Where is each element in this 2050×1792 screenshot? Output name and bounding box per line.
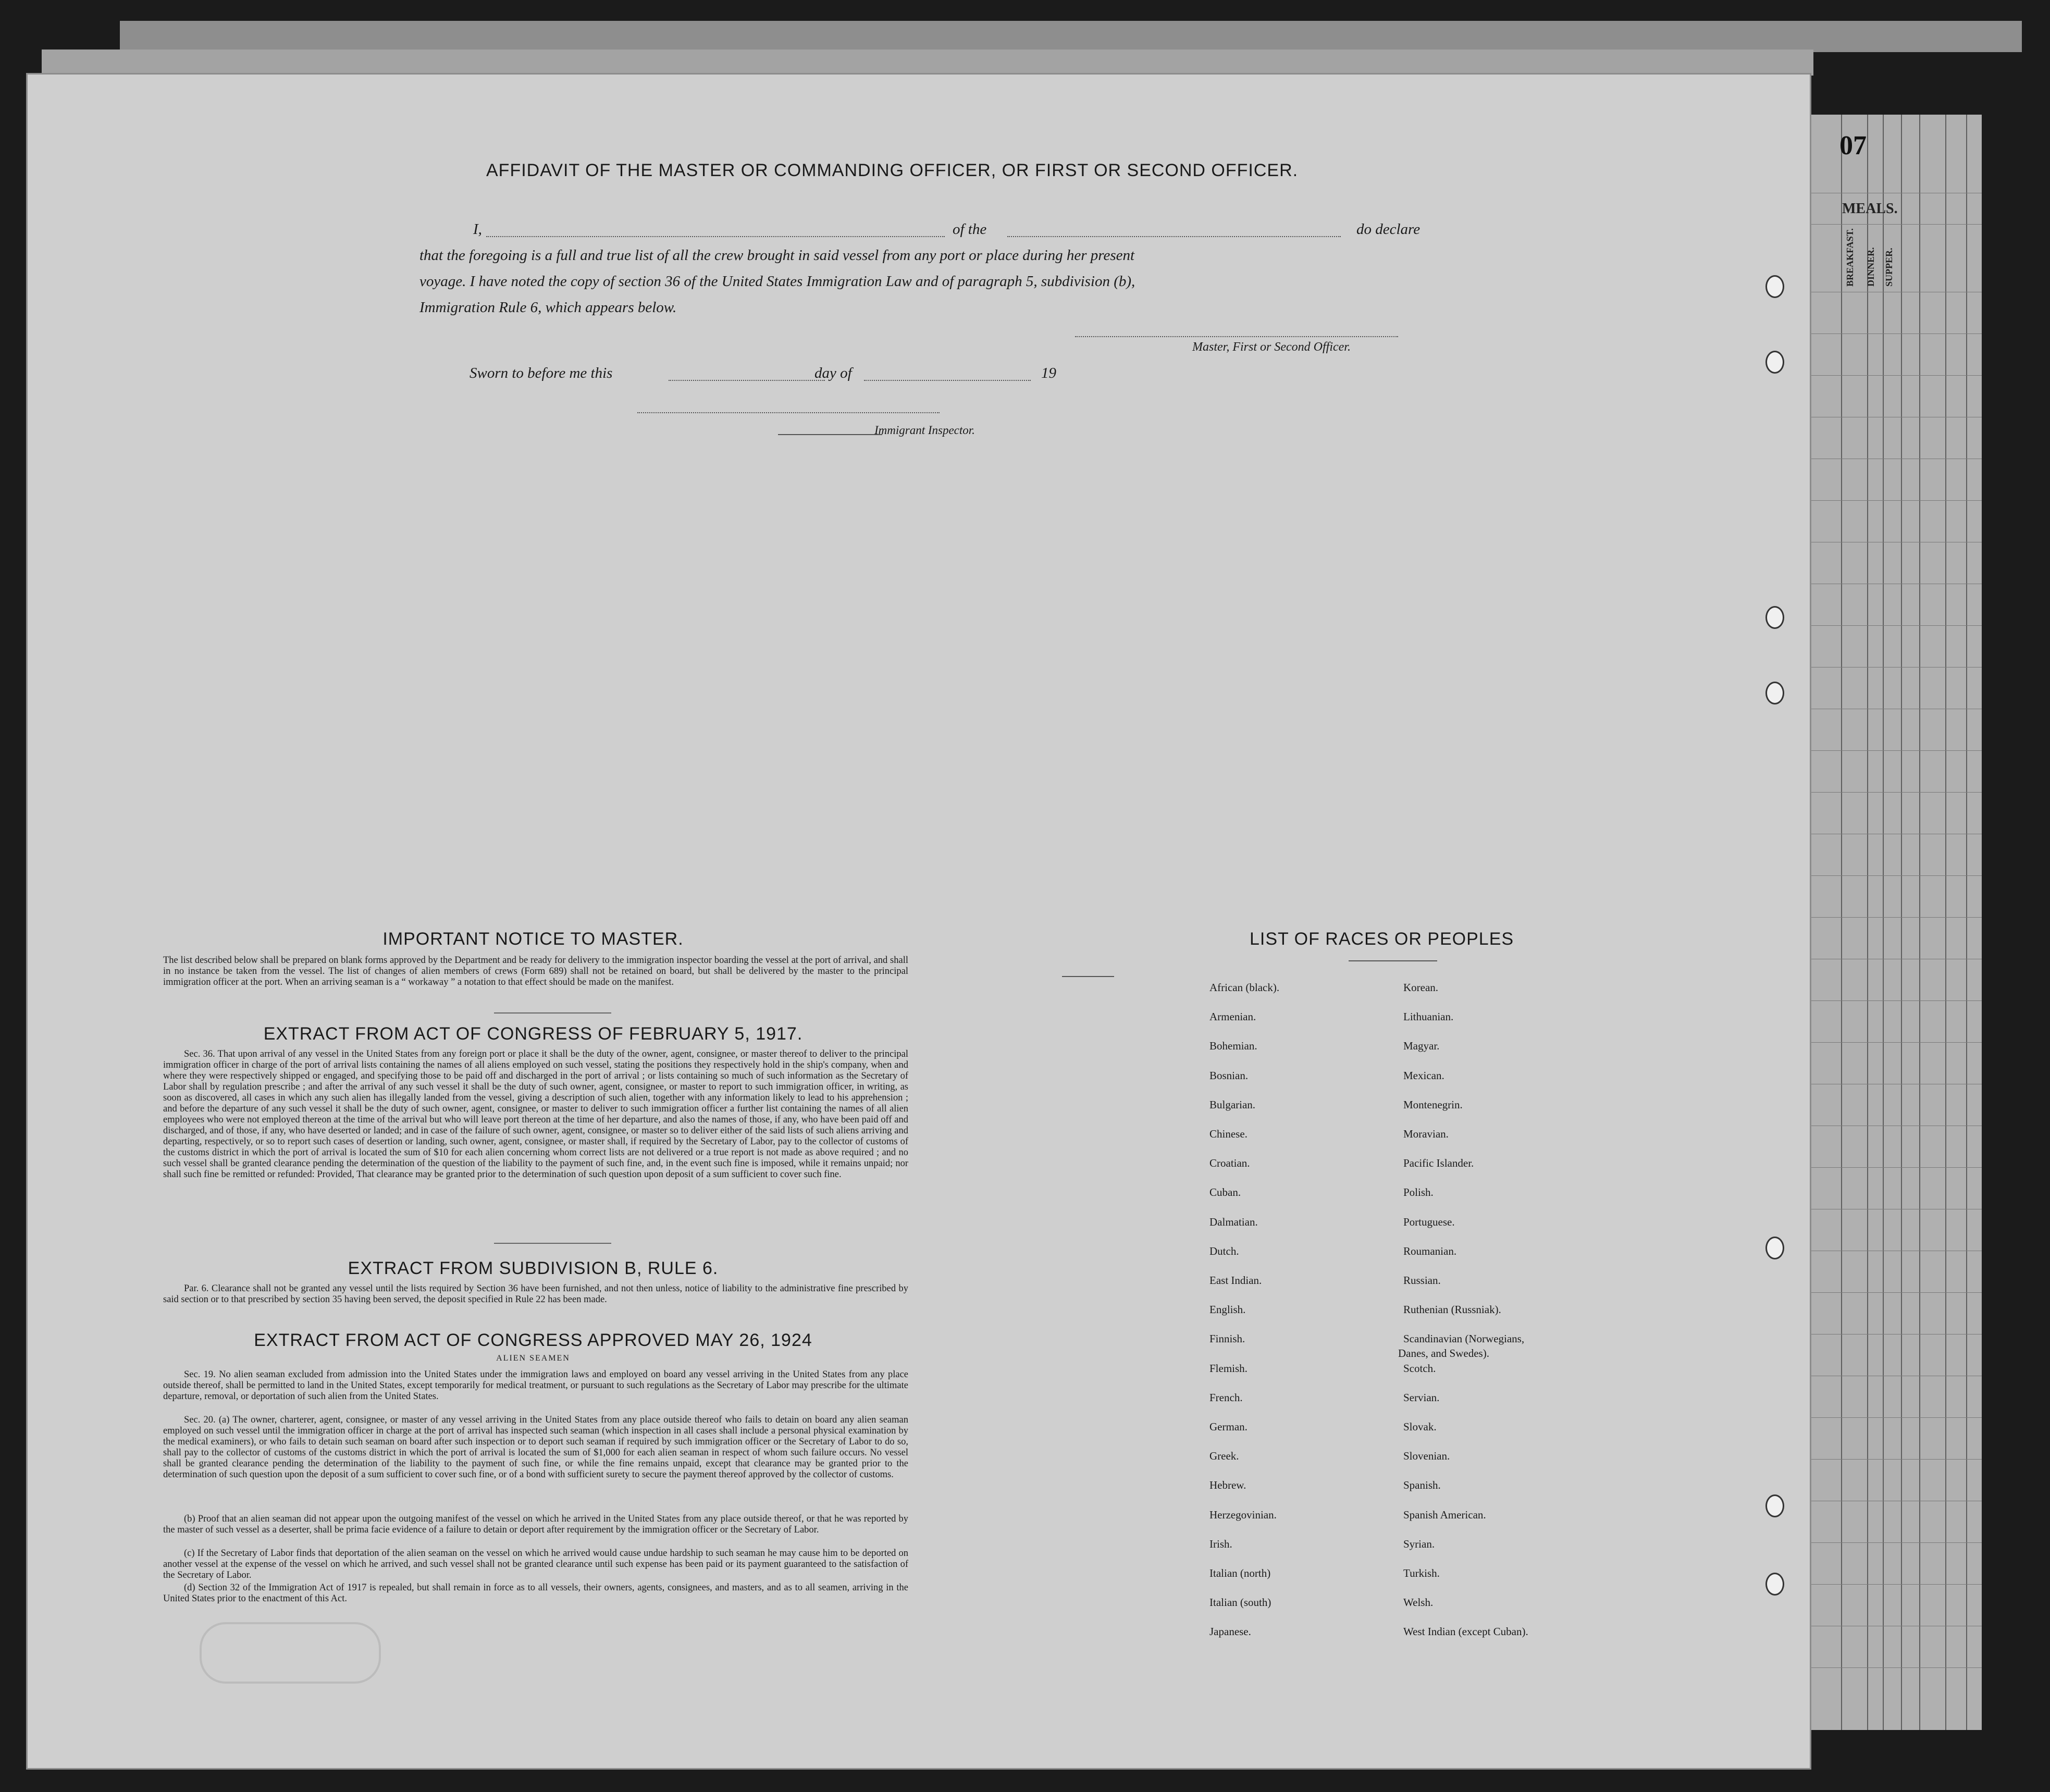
- race-item: Montenegrin.: [1403, 1098, 1463, 1111]
- sworn-label: Sworn to before me this: [470, 365, 613, 381]
- underlying-crew-list-strip: [1808, 115, 1982, 1730]
- officer-caption: Master, First or Second Officer.: [1192, 340, 1351, 354]
- race-item: Herzegovinian.: [1209, 1508, 1277, 1521]
- race-item: German.: [1209, 1420, 1248, 1433]
- binder-hole: [1765, 606, 1784, 629]
- race-item: Cuban.: [1209, 1186, 1241, 1199]
- race-item: Slovenian.: [1403, 1450, 1450, 1463]
- race-item: Korean.: [1403, 981, 1439, 994]
- extract-1924-sec20b: (b) Proof that an alien seaman did not appear upon the outgoing manifest of the vessel on which he arrived in the United States from any place outside thereof, or that he was reported by the master of such vessel as a deserter, shall be prima facie evidence of a failure to detain or deport after requirement by the immigration officer or the Secretary of Labor.: [163, 1514, 908, 1535]
- race-item: Armenian.: [1209, 1010, 1256, 1023]
- race-item: Spanish American.: [1403, 1508, 1486, 1521]
- race-item: Italian (north): [1209, 1567, 1271, 1579]
- race-item: Ruthenian (Russniak).: [1403, 1303, 1501, 1316]
- race-item: Bosnian.: [1209, 1069, 1249, 1082]
- race-item: Dalmatian.: [1209, 1215, 1258, 1228]
- binder-hole: [1765, 351, 1784, 374]
- officer-name-line: [486, 236, 945, 237]
- race-item: Lithuanian.: [1403, 1010, 1454, 1023]
- extract-1924-title: EXTRACT FROM ACT OF CONGRESS APPROVED MAY 26, 1924: [254, 1330, 812, 1350]
- race-item: Chinese.: [1209, 1128, 1248, 1140]
- extract-rule6-text: Par. 6. Clearance shall not be granted any vessel until the lists required by Section 36 have been furnished, and not then unless, notice of liability to the administrative fine prescribed by said section or to that prescribed by section 35 having been served, the deposit specified in Rule 22 has been made.: [163, 1283, 908, 1305]
- binder-hole: [1765, 682, 1784, 705]
- page-number: 07: [1839, 131, 1867, 160]
- meals-header: MEALS.: [1842, 201, 1898, 217]
- race-item: Pacific Islander.: [1403, 1157, 1474, 1170]
- race-item: Moravian.: [1403, 1128, 1449, 1140]
- affidavit-text-line1: that the foregoing is a full and true list of all the crew brought in said vessel from any port or place during her present: [419, 247, 1135, 264]
- race-item: Italian (south): [1209, 1596, 1271, 1609]
- affidavit-title: AFFIDAVIT OF THE MASTER OR COMMANDING OFFICER, OR FIRST OR SECOND OFFICER.: [486, 160, 1299, 180]
- meal-dinner-label: DINNER.: [1866, 247, 1876, 287]
- race-item: Welsh.: [1403, 1596, 1434, 1609]
- extract-1924-sec19: Sec. 19. No alien seaman excluded from admission into the United States under the immigration laws and employed on board any vessel arriving in the United States from any place outside thereof, shall be permitted to land in the United States, except temporarily for medical treatment, or pursuant to such regulations as the Secretary of Labor may prescribe for the ultimate departure, removal, or deportation of such alien from the United States.: [163, 1369, 908, 1402]
- race-item: Scandinavian (Norwegians,: [1403, 1332, 1525, 1345]
- inspector-short-line: [778, 434, 882, 435]
- extract-1924-sec20a: Sec. 20. (a) The owner, charterer, agent, consignee, or master of any vessel arriving in the United States from any place outside thereof who fails to detain on board any alien seaman employed on such vessel until the immigration officer in charge at the port of arrival has inspected such seaman (which inspection in all cases shall include a personal physical examination by the medical examiners), or who fails to detain such seaman on board after such inspection or to deport such seaman if required by such immigration officer or the Secretary of Labor to do so, shall pay to the collector of customs of the customs district in which the port of arrival is located the sum of $1,000 for each alien seaman in respect of whom such failure occurs. No vessel shall be granted clearance pending the determination of the liability to the payment of such fine, or while the fine remains unpaid, except that clearance may be granted prior to the determination of such question upon the deposit of a sum sufficient to cover such fine, or of a bond with sufficient surety to secure the payment thereof approved by the collector of customs.: [163, 1415, 908, 1480]
- race-item: Portuguese.: [1403, 1215, 1455, 1228]
- notice-title: IMPORTANT NOTICE TO MASTER.: [382, 929, 684, 949]
- back-sheet-top: [120, 21, 2022, 52]
- race-item: Slovak.: [1403, 1420, 1437, 1433]
- race-item: English.: [1209, 1303, 1246, 1316]
- extract-1917-title: EXTRACT FROM ACT OF CONGRESS OF FEBRUARY 5, 1917.: [263, 1024, 803, 1044]
- race-item: Dutch.: [1209, 1244, 1239, 1257]
- race-item-scandinavian-cont: Danes, and Swedes).: [1398, 1347, 1489, 1360]
- year-prefix: 19: [1041, 365, 1056, 381]
- extract-1924-subtitle: ALIEN SEAMEN: [496, 1354, 570, 1363]
- race-item: West Indian (except Cuban).: [1403, 1625, 1528, 1638]
- race-item: Polish.: [1403, 1186, 1434, 1199]
- races-title: LIST OF RACES OR PEOPLES: [1250, 929, 1514, 949]
- race-item: Flemish.: [1209, 1362, 1248, 1375]
- race-item: Syrian.: [1403, 1537, 1435, 1550]
- race-item: Spanish.: [1403, 1479, 1441, 1492]
- race-item: Bulgarian.: [1209, 1098, 1256, 1111]
- extract-1917-separator: [494, 1243, 611, 1244]
- binder-hole: [1765, 1573, 1784, 1596]
- race-item: Servian.: [1403, 1391, 1440, 1404]
- binder-hole: [1765, 275, 1784, 298]
- race-item: Bohemian.: [1209, 1040, 1257, 1053]
- date-stamp: [200, 1622, 381, 1684]
- race-item: Scotch.: [1403, 1362, 1436, 1375]
- race-item: Croatian.: [1209, 1157, 1250, 1170]
- meal-supper-label: SUPPER.: [1884, 248, 1894, 287]
- inspector-caption: Immigrant Inspector.: [874, 424, 975, 437]
- race-item: French.: [1209, 1391, 1243, 1404]
- affidavit-text-line3: Immigration Rule 6, which appears below.: [419, 299, 677, 316]
- meal-breakfast-label: BREAKFAST.: [1845, 228, 1855, 287]
- race-item: Finnish.: [1209, 1332, 1245, 1345]
- vessel-name-line: [1007, 236, 1341, 237]
- race-item: Irish.: [1209, 1537, 1232, 1550]
- affidavit-text-line2: voyage. I have noted the copy of section 36 of the United States Immigration Law and of paragraph 5, subdivision (b),: [419, 273, 1135, 290]
- extract-1924-sec20c: (c) If the Secretary of Labor finds that deportation of the alien seaman on the vessel on which he arrived would cause undue hardship to such seaman he may cause him to be deported on another vessel at the expense of the vessel on which he arrived, and such vessel shall not be granted clearance until such expense has been paid or its payment guaranteed to the satisfaction of the Secretary of Labor.: [163, 1548, 908, 1580]
- day-of-label: day of: [814, 365, 852, 381]
- race-item: Mexican.: [1403, 1069, 1444, 1082]
- race-item: Greek.: [1209, 1450, 1239, 1463]
- binder-hole: [1765, 1494, 1784, 1517]
- race-item: Japanese.: [1209, 1625, 1251, 1638]
- affidavit-of-the-label: of the: [953, 221, 987, 238]
- race-item: Russian.: [1403, 1274, 1441, 1287]
- sworn-month-line: [864, 380, 1031, 381]
- races-left-dash: [1062, 976, 1114, 977]
- officer-signature-line: [1075, 336, 1398, 337]
- back-sheet-top-2: [42, 50, 1813, 76]
- race-item: Hebrew.: [1209, 1479, 1246, 1492]
- extract-1917-text: Sec. 36. That upon arrival of any vessel in the United States from any foreign port or place it shall be the duty of the owner, agent, consignee, or master thereof to deliver to the principal immigration officer in charge of the port of arrival lists containing the names of all aliens employed on such vessel, stating the positions they respectively hold in the ship's company, when and where they were respectively shipped or engaged, and specifying those to be paid off and discharged in the port of arrival ; or lists containing so much of such information as the Secretary of Labor shall by regulation prescribe ; and after the arrival of any such vessel it shall be the duty of such owner, agent, consignee, or master to report to such immigration officer, in writing, as soon as discovered, all cases in which any such alien has illegally landed from the vessel, giving a description of such alien, together with any information likely to lead to his apprehension ; and before the departure of any such vessel it shall be the duty of such owner, agent, consignee, or master to deliver to such immigration officer a further list containing the names of all alien employees who were not employed thereon at the time of the arrival but who will leave port thereon at the time of her departure, and also the names of those, if any, who have been paid off and discharged, and of those, if any, who have deserted or landed; and in case of the failure of such owner, agent, consignee, or master so to deliver either of the said lists of such aliens arriving and departing, respectively, or so to report such cases of desertion or landing, such owner, agent, consignee, or master shall, if required by the Secretary of Labor, pay to the collector of customs of the customs district in which the port of arrival is located the sum of $10 for each alien concerning whom correct lists are not delivered or a true report is not made as above required ; and no such vessel shall be granted clearance pending the determination of the question of the liability to the payment of such fine, and, in the event such fine is imposed, while it remains unpaid; nor shall such fine be remitted or refunded: Provided, That clearance may be granted prior to the determination of such question upon deposit of a sum sufficient to cover such fine.: [163, 1049, 908, 1180]
- binder-hole: [1765, 1237, 1784, 1259]
- affidavit-page: [26, 73, 1811, 1770]
- race-item: Roumanian.: [1403, 1244, 1457, 1257]
- extract-rule6-title: EXTRACT FROM SUBDIVISION B, RULE 6.: [348, 1258, 719, 1278]
- affidavit-declare-label: do declare: [1356, 221, 1421, 238]
- sworn-day-line: [669, 380, 825, 381]
- race-item: African (black).: [1209, 981, 1280, 994]
- races-title-underline: [1349, 960, 1437, 961]
- notice-text: The list described below shall be prepared on blank forms approved by the Department and be ready for delivery to the immigration inspector boarding the vessel at the port of arrival, and shall in no instance be taken from the vessel. The list of changes of alien members of crews (Form 689) shall not be retained on board, but shall be delivered by the master to the principal immigration officer at the port. When an arriving seaman is a “ workaway ” a notation to that effect should be made on the manifest.: [163, 955, 908, 987]
- notice-separator: [494, 1012, 611, 1014]
- race-item: Turkish.: [1403, 1567, 1440, 1579]
- inspector-signature-line: [637, 412, 940, 413]
- affidavit-i-label: I,: [473, 221, 482, 238]
- race-item: East Indian.: [1209, 1274, 1262, 1287]
- extract-1924-sec20d: (d) Section 32 of the Immigration Act of 1917 is repealed, but shall remain in force as to all vessels, their owners, agents, consignees, and masters, and as to all seamen, arriving in the United States prior to the enactment of this Act.: [163, 1583, 908, 1604]
- race-item: Magyar.: [1403, 1040, 1440, 1053]
